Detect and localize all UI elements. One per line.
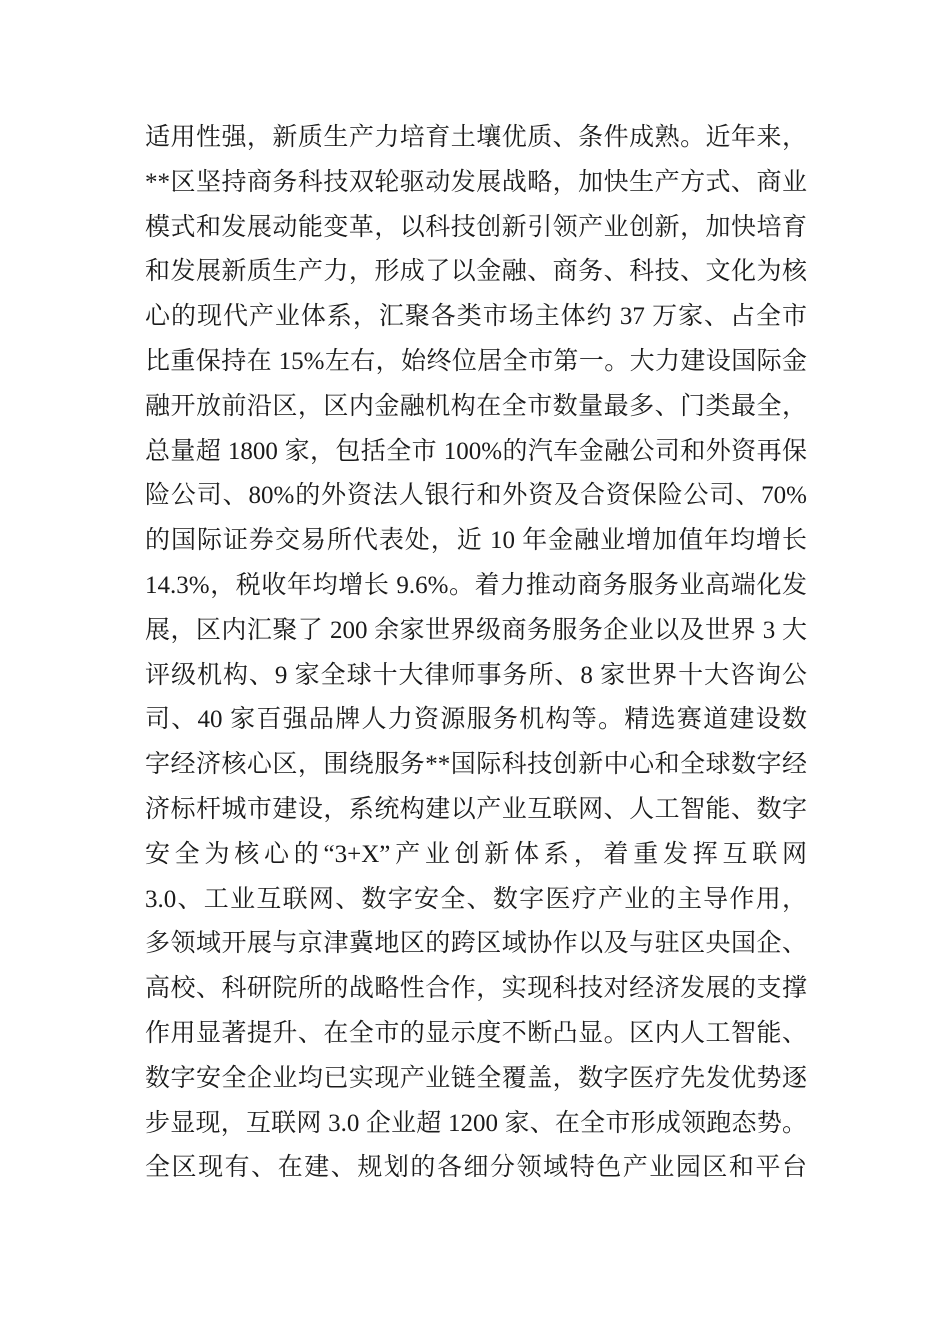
text-line: 和发展新质生产力，形成了以金融、商务、科技、文化为核 xyxy=(145,258,807,286)
text-line: 全区现有、在建、规划的各细分领域特色产业园区和平台 xyxy=(145,1154,807,1182)
text-line: 14.3%，税收年均增长 9.6%。着力推动商务服务业高端化发 xyxy=(145,571,807,599)
text-line: 融开放前沿区，区内金融机构在全市数量最多、门类最全， xyxy=(145,392,807,420)
text-line: 多领域开展与京津冀地区的跨区域协作以及与驻区央国企、 xyxy=(145,930,807,958)
text-line: 高校、科研院所的战略性合作，实现科技对经济发展的支撑 xyxy=(145,975,807,1003)
text-line: 展，区内汇聚了 200 余家世界级商务服务企业以及世界 3 大 xyxy=(145,616,807,644)
text-line: 比重保持在 15%左右，始终位居全市第一。大力建设国际金 xyxy=(145,347,807,375)
text-line: 总量超 1800 家，包括全市 100%的汽车金融公司和外资再保 xyxy=(145,437,807,465)
text-line: 模式和发展动能变革，以科技创新引领产业创新，加快培育 xyxy=(145,213,807,241)
text-line: 评级机构、9 家全球十大律师事务所、8 家世界十大咨询公 xyxy=(145,661,807,689)
text-line: 字经济核心区，围绕服务**国际科技创新中心和全球数字经 xyxy=(145,751,807,779)
text-line: 3.0、工业互联网、数字安全、数字医疗产业的主导作用， xyxy=(145,885,807,913)
text-line: 步显现，互联网 3.0 企业超 1200 家、在全市形成领跑态势。 xyxy=(145,1109,807,1137)
text-line: 适用性强，新质生产力培育土壤优质、条件成熟。近年来， xyxy=(145,124,807,151)
text-line: 济标杆城市建设，系统构建以产业互联网、人工智能、数字 xyxy=(145,795,807,823)
text-line: 数字安全企业均已实现产业链全覆盖，数字医疗先发优势逐 xyxy=(145,1064,807,1092)
text-line: 的国际证券交易所代表处，近 10 年金融业增加值年均增长 xyxy=(145,527,807,555)
text-line: 险公司、80%的外资法人银行和外资及合资保险公司、70% xyxy=(145,482,807,510)
paragraph-text-block xyxy=(145,116,807,1191)
text-line: 安全为核心的“3+X”产业创新体系，着重发挥互联网 xyxy=(145,840,807,868)
text-line: 司、40 家百强品牌人力资源服务机构等。精选赛道建设数 xyxy=(145,706,807,734)
text-line: **区坚持商务科技双轮驱动发展战略，加快生产方式、商业 xyxy=(145,168,807,196)
text-line: 作用显著提升、在全市的显示度不断凸显。区内人工智能、 xyxy=(145,1019,807,1047)
text-line: 心的现代产业体系，汇聚各类市场主体约 37 万家、占全市 xyxy=(145,303,807,331)
